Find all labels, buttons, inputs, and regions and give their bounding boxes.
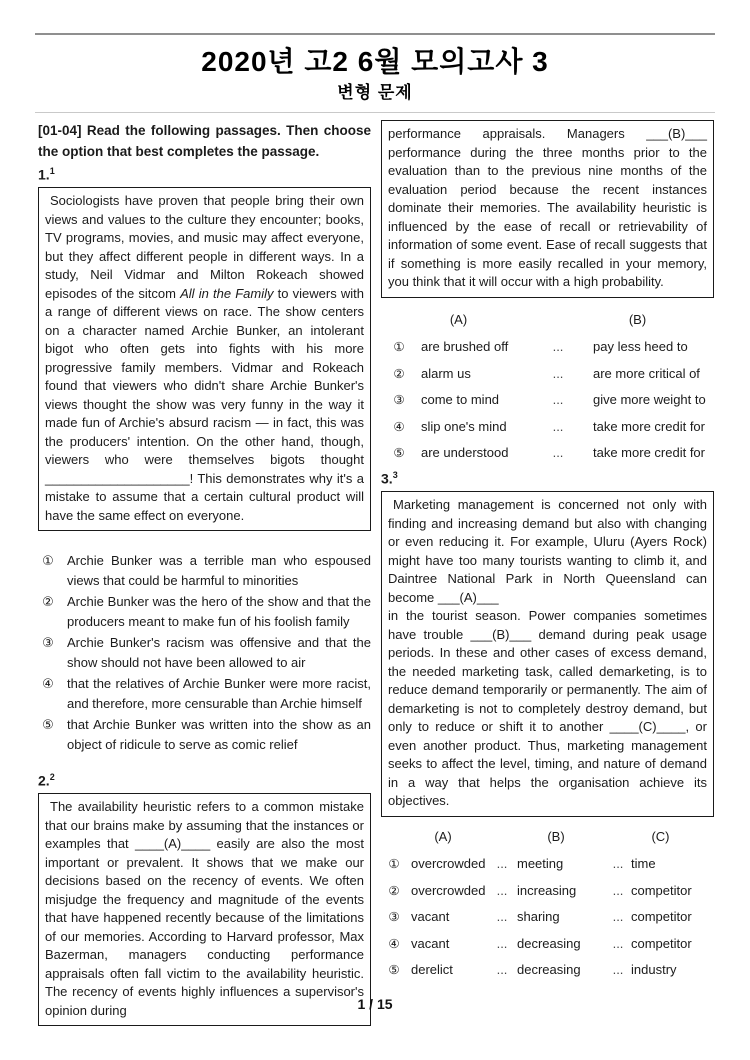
q3-answer-table [381,851,714,984]
question-3-passage-box [381,491,714,817]
ellipsis: ... [552,418,564,434]
q3-answer-row-3 [381,904,714,931]
q2-passage-left-text: The availability heuristic refers to a common mistake that our brains make by assuming that the instances or examples that ____(A)____ easily are also the most important or prevalent. It shows that we make our decisions based on the recency of events. We often misjudge the frequency and magnitude of the events that have happened recently because of the limitations of our memories. According to Harvard professor, Max Bazerman, managers conducting performance appraisals often fall victim to the availability heuristic. The recency of events highly influences a supervisor's opinion during [45,799,364,1018]
q1-choice-5 [38,715,371,755]
two-column-body [38,120,714,1026]
choice-text: Archie Bunker's racism was offensive and that the show should not have been allowed to air [67,635,371,670]
q1-footnote-mark: 1 [49,166,55,176]
choice-text: that the relatives of Archie Bunker were more racist, and therefore, more censurable than Archie himself [67,676,371,711]
ellipsis: ... [612,856,624,872]
ellipsis: ... [496,962,508,978]
q2-answer-row-3 [381,387,714,414]
q2-passage-right-text: performance appraisals. Managers ___(B)___ performance during the three months prior to the evaluation than to the previous nine months of the evaluation period because the recent instances dominate their memories. The availability heuristic is influenced by the ease of recall or retrievability of information of some event. Ease of recall suggests that if something is more easily recalled in your memory, you think that it will occur with a high probability. [388,126,707,289]
choice-number-icon: ① [393,340,405,355]
choice-number-icon: ② [388,883,400,898]
answer-a: are brushed off [421,339,509,355]
ellipsis: ... [612,882,624,898]
ellipsis: ... [496,909,508,925]
choice-number-icon: ③ [393,393,405,408]
ellipsis: ... [612,935,624,951]
answer-a: are understood [421,445,509,461]
page-number: 1 / 15 [357,996,393,1012]
answer-a: derelict [411,962,453,978]
top-divider [35,33,715,35]
q1-choice-2 [38,592,371,632]
q2-answer-row-4 [381,413,714,440]
q2-answer-table [381,334,714,467]
answer-c: competitor [631,882,692,898]
answer-b: increasing [517,882,577,898]
q3-answer-row-4 [381,930,714,957]
q2-answer-row-1 [381,334,714,361]
right-column [381,120,714,1026]
answer-a: slip one's mind [421,418,507,434]
answer-c: industry [631,962,677,978]
q3-col-c-header: (C) [651,828,670,844]
ellipsis: ... [612,962,624,978]
q3-answer-table-header [381,829,714,851]
ellipsis: ... [552,445,564,461]
choice-number-icon: ④ [388,936,400,951]
q3-passage-text-cont: in the tourist season. Power companies sometimes have trouble ___(B)___ demand during peak usage periods. In these and other cases of excess demand, the needed marketing task, called demarketing, is to reduce demand temporarily or permanently. The aim of demarketing is not to completely destroy demand, but only to reduce or shift it to another ____(C)____, or even another product. Thus, marketing management seeks to affect the level, timing, and nature of demand in a way that helps the organisation achieve its objectives. [388,608,707,808]
q2-col-b-header: (B) [628,311,647,327]
q3-footnote-mark: 3 [392,470,398,480]
q3-answer-row-2 [381,877,714,904]
answer-b: decreasing [517,935,581,951]
q1-passage-italic-title: All in the Family [180,285,274,301]
answer-b: decreasing [517,962,581,978]
ellipsis: ... [496,935,508,951]
q2-answer-table-header [381,312,714,334]
q1-choice-4 [38,674,371,714]
question-2-passage-box-right [381,120,714,298]
answer-b: meeting [517,856,564,872]
page-title: 2020년 고2 6월 모의고사 3 [201,46,549,77]
question-3-number [381,470,714,489]
choice-text: Archie Bunker was a terrible man who espoused views that could be harmful to minorities [67,553,371,588]
choice-text: that Archie Bunker was written into the show as an object of ridicule to serve as comic relief [67,717,371,752]
answer-a: vacant [411,909,450,925]
question-2-number [38,772,371,791]
choice-number-icon: ① [42,553,54,568]
choice-number-icon: ① [388,857,400,872]
answer-b: take more credit for [593,445,705,461]
q2-footnote-mark: 2 [49,772,55,782]
q2-answer-row-2 [381,360,714,387]
answer-c: time [631,856,656,872]
ellipsis: ... [496,856,508,872]
choice-number-icon: ② [393,366,405,381]
ellipsis: ... [552,392,564,408]
page-subtitle: 변형 문제 [337,83,413,102]
answer-a: overcrowded [411,882,486,898]
ellipsis: ... [496,882,508,898]
answer-b: sharing [517,909,560,925]
question-1-number [38,166,371,185]
ellipsis: ... [612,909,624,925]
q1-passage-text: Sociologists have proven that people bring their own views and values to the culture they encounter; books, TV programs, movies, and music may affect everyone, but they affect different people in different ways. In a study, Neil Vidmar and Milton Rokeach showed episodes of the sitcom [45,193,364,301]
answer-a: vacant [411,935,450,951]
choice-number-icon: ⑤ [388,963,400,978]
answer-c: competitor [631,909,692,925]
q3-col-b-header: (B) [547,828,565,844]
answer-b: take more credit for [593,418,705,434]
answer-a: alarm us [421,365,471,381]
choice-number-icon: ⑤ [42,717,54,732]
question-2-passage-box-left [38,793,371,1026]
q1-choice-3 [38,633,371,673]
choice-number-icon: ③ [388,910,400,925]
q1-number: 1. [38,166,50,183]
choice-number-icon: ⑤ [393,446,405,461]
answer-b: are more critical of [593,365,700,381]
q1-passage-text-cont: to viewers with a range of different views on race. The show centers on a character named Archie Bunker, an intolerant bigot who often gets into fights with his more progressive family members. Vidmar and Rokeach found that viewers who didn't share Archie Bunker's views thought the show was very funny in the way it made fun of Archie's absurd racism — in fact, this was the producers' intention. On the other hand, though, viewers who were themselves bigots thought ____________________! This demonstrates why it's a mistake to assume that a certain cultural product will have the same effect on everyone. [45,285,364,523]
q2-number: 2. [38,772,50,789]
left-column [38,120,371,1026]
q3-answer-row-5 [381,957,714,984]
section-instructions: [01-04] Read the following passages. Then choose the option that best completes the passage. [38,123,371,159]
q3-number: 3. [381,470,393,487]
question-1-choices [38,551,371,755]
answer-b: pay less heed to [593,339,688,355]
answer-a: come to mind [421,392,500,408]
choice-number-icon: ④ [42,676,54,691]
q2-answer-row-5 [381,440,714,467]
ellipsis: ... [552,365,564,381]
q3-passage-text: Marketing management is concerned not only with finding and increasing demand but also with changing or even reducing it. For example, Uluru (Ayers Rock) might have too many tourists wanting to climb it, and Daintree National Park in North Queensland can become ___(A)___ [388,497,707,605]
question-1-passage-box [38,187,371,531]
answer-b: give more weight to [593,392,706,408]
choice-text: Archie Bunker was the hero of the show and that the producers meant to make fun of his foolish family [67,594,371,629]
choice-number-icon: ④ [393,419,405,434]
q1-choice-1 [38,551,371,591]
header-divider [35,112,715,113]
answer-a: overcrowded [411,856,486,872]
answer-c: competitor [631,935,692,951]
ellipsis: ... [552,339,564,355]
q3-col-a-header: (A) [434,828,452,844]
choice-number-icon: ② [42,594,54,609]
q2-col-a-header: (A) [449,311,468,327]
choice-number-icon: ③ [42,635,54,650]
q3-answer-row-1 [381,851,714,878]
